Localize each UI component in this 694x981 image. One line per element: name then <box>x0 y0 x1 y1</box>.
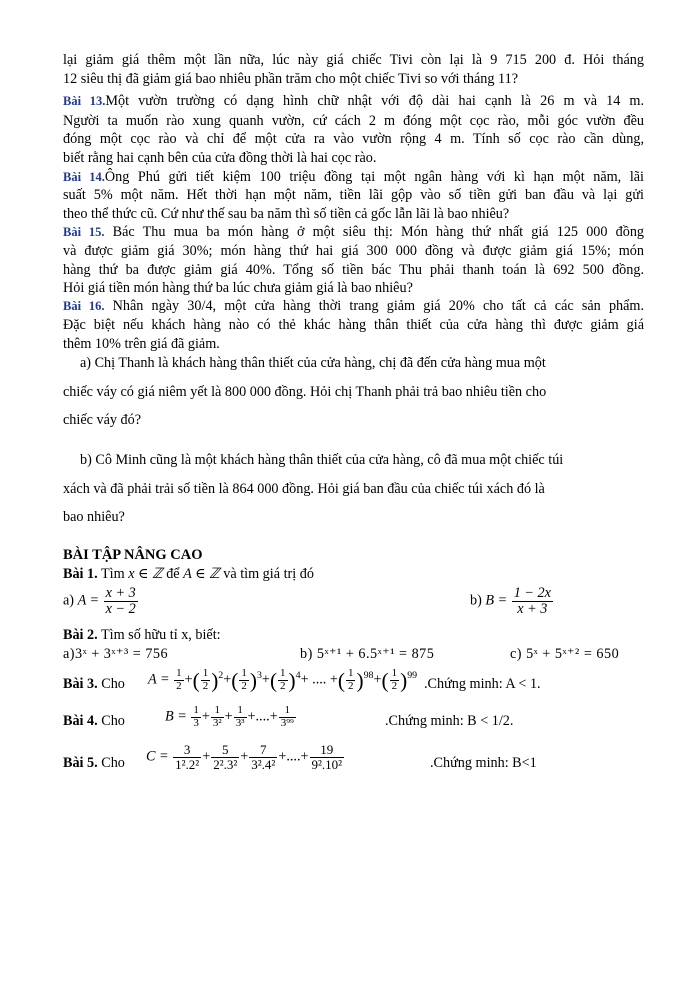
text-line: chiếc váy có giá niêm yết là 800 000 đồng. Hỏi chị Thanh phải trả bao nhiêu tiền cho <box>63 384 547 400</box>
exercise-14 <box>63 169 644 185</box>
numerator: 1 <box>279 705 296 718</box>
exponent: 3 <box>256 670 262 681</box>
text: Tìm <box>100 566 125 582</box>
text-line: a) Chị Thanh là khách hàng thân thiết của cửa hàng, chị đã đến cửa hàng mua một <box>80 355 546 371</box>
exercise-label: Bài 4. <box>63 713 98 729</box>
exercise-1b <box>470 586 554 617</box>
condition: A ∈ ℤ <box>183 566 220 582</box>
numerator: 1 <box>241 667 247 680</box>
text: và tìm giá trị đó <box>223 566 314 582</box>
fraction <box>310 743 345 771</box>
ellipsis: + .... + <box>300 671 338 688</box>
fraction <box>279 705 296 729</box>
denominator: 2².3² <box>213 756 238 772</box>
numerator: 1 <box>280 667 286 680</box>
fraction <box>346 668 356 692</box>
text-line: đóng một cọc rào và chỉ để một cửa ra vào vườn rộng 4 m. Tính số cọc rào cần dùng, <box>63 131 644 147</box>
equation-c: c) 5ˣ + 5ˣ⁺² = 650 <box>510 646 620 662</box>
claim: .Chứng minh: B < 1/2. <box>385 713 514 729</box>
fraction <box>512 586 553 617</box>
text-line: lại giảm giá thêm một lần nữa, lúc này giá chiếc Tivi còn lại là 9 715 200 đ. Hỏi tháng <box>63 52 644 68</box>
fraction <box>234 705 247 729</box>
denominator: x + 3 <box>517 600 548 617</box>
formula-C: C = $\frac{3}{\text{1².2²}}$ + $\frac{5}{\text{2².3²}}$ + $\frac{7}{\text{3².4²}}$ +....+ $\frac{19}{\text{9².10²}}$ <box>146 742 343 772</box>
exercise-label: Bài 2. <box>63 627 98 643</box>
formula-A: A = $\frac{1}{2}$ +( $\frac{1}{2}$ )$^2$+( $\frac{1}{2}$ )$^3$+( $\frac{1}{2}$ )$^4$+ .... +( $\frac{1}{2}$ )$^{98}$+( $\frac{1}{2}$ )$^{99}$ <box>148 667 418 693</box>
equation-b: b) 5ˣ⁺¹ + 6.5ˣ⁺¹ = 875 <box>300 646 435 662</box>
text-line: theo thể thức cũ. Cứ như thế sau ba năm thì số tiền cả gốc lẫn lãi là bao nhiêu? <box>63 206 510 222</box>
fraction <box>249 743 277 771</box>
text-line: chiếc váy đó? <box>63 412 141 428</box>
fraction <box>173 743 201 771</box>
section-heading: BÀI TẬP NÂNG CAO <box>63 547 203 563</box>
formula-var: B = <box>165 708 187 725</box>
formula-var: A = <box>77 592 100 609</box>
text-line: 12 siêu thị đã giảm giá bao nhiêu phần trăm cho một chiếc Tivi so với tháng 11? <box>63 71 518 87</box>
text-line: b) Cô Minh cũng là một khách hàng thân thiết của cửa hàng, cô đã mua một chiếc túi <box>80 452 564 468</box>
advanced-exercise-3 <box>63 676 125 692</box>
numerator: 1 <box>234 705 247 718</box>
fraction <box>174 668 184 692</box>
text-line: bao nhiêu? <box>63 509 125 525</box>
text-line: thêm 10% trên giá đã giảm. <box>63 336 220 352</box>
text-line: Người ta muốn rào xung quanh vườn, cứ cách 2 m đóng một cọc rào, mỗi góc vườn đều <box>63 113 644 129</box>
text: Cho <box>101 676 125 692</box>
text: Tìm số hữu tỉ x, biết: <box>100 627 221 643</box>
item-label: a) <box>63 592 75 609</box>
exercise-label: Bài 1. <box>63 566 98 582</box>
fraction <box>201 668 211 692</box>
fraction <box>390 668 400 692</box>
numerator: 1 <box>176 667 182 680</box>
denominator: x − 2 <box>105 600 136 617</box>
exercise-label: Bài 15. <box>63 225 105 239</box>
advanced-exercise-2 <box>63 627 221 643</box>
denominator: 2 <box>347 679 354 692</box>
exponent: 4 <box>295 670 301 681</box>
advanced-exercise-5 <box>63 755 125 771</box>
exponent: 98 <box>363 670 374 681</box>
numerator: 5 <box>211 743 239 758</box>
advanced-exercise-4 <box>63 713 125 729</box>
fraction <box>278 668 288 692</box>
denominator: 3⁹⁹ <box>280 716 294 729</box>
numerator: 1 − 2x <box>513 585 551 601</box>
fraction <box>239 668 249 692</box>
fraction <box>211 705 224 729</box>
denominator: 9².10² <box>311 756 343 772</box>
numerator: 1 <box>193 704 199 716</box>
text-line: hàng thứ ba được giảm giá 40%. Tổng số tiền bác Thu phải thanh toán là 692 500 đồng. <box>63 262 644 278</box>
denominator: 2 <box>176 679 182 692</box>
exercise-16 <box>63 298 644 314</box>
denominator: 3² <box>212 716 222 729</box>
text-line: biết rằng hai cạnh bên của cửa đồng thời là hai cọc rào. <box>63 150 377 166</box>
text: để <box>166 566 180 582</box>
claim: .Chứng minh: B<1 <box>430 755 537 771</box>
text-line: Một vườn trường có dạng hình chữ nhật với độ dài hai cạnh là 26 m và 14 m. <box>105 93 645 109</box>
exercise-13 <box>63 93 644 109</box>
numerator: 1 <box>347 667 354 680</box>
text-line: Đặc biệt nếu khách hàng nào có thẻ khác hàng thân thiết của cửa hàng thì được giảm giá <box>63 317 644 333</box>
numerator: 3 <box>173 743 201 758</box>
denominator: 3³ <box>235 716 245 729</box>
exercise-label: Bài 3. <box>63 676 98 692</box>
numerator: 19 <box>310 743 345 758</box>
denominator: 2 <box>280 679 286 692</box>
numerator: 1 <box>202 667 209 680</box>
advanced-exercise-1 <box>63 566 314 582</box>
denominator: 2 <box>241 679 247 692</box>
denominator: 1².2² <box>175 756 200 772</box>
exercise-label: Bài 16. <box>63 299 105 313</box>
exponent: 99 <box>407 670 418 681</box>
text-line: và được giảm giá 30%; món hàng thứ hai giá 300 000 đồng và được giảm giá 15%; món <box>63 243 644 259</box>
text: Cho <box>101 755 125 771</box>
formula-var: C = <box>146 748 169 765</box>
exercise-1a <box>63 586 139 617</box>
numerator: 1 <box>391 667 398 680</box>
denominator: 2 <box>202 679 209 692</box>
fraction <box>104 586 138 617</box>
formula-var: A = <box>148 671 170 688</box>
exercise-15 <box>63 224 644 240</box>
denominator: 2 <box>391 679 398 692</box>
text-line: suất 5% một năm. Hết thời hạn một năm, tiền lãi gộp vào số tiền gửi ban đầu và lại gửi <box>63 187 644 203</box>
denominator: 3 <box>193 716 199 729</box>
formula-var: B = <box>485 592 508 609</box>
equation-a: a)3ˣ + 3ˣ⁺³ = 756 <box>63 646 169 662</box>
text-line: Ông Phú gửi tiết kiệm 100 triệu đồng tại một ngân hàng với kì hạn một năm, lãi <box>104 169 644 185</box>
numerator: 7 <box>249 743 277 758</box>
exponent: 2 <box>218 670 224 681</box>
text-line: Nhân ngày 30/4, một cửa hàng thời trang giảm giá 20% cho tất cả các sản phẩm. <box>112 298 645 314</box>
fraction <box>191 705 201 729</box>
text: Cho <box>101 713 125 729</box>
denominator: 3².4² <box>251 756 276 772</box>
condition: x ∈ ℤ <box>128 566 163 582</box>
exercise-label: Bài 13. <box>63 94 106 108</box>
claim: .Chứng minh: A < 1. <box>424 676 541 692</box>
text-line: Bác Thu mua ba món hàng ở một siêu thị: Món hàng thứ nhất giá 125 000 đồng <box>112 224 645 240</box>
item-label: b) <box>470 592 482 609</box>
numerator: x + 3 <box>105 585 136 601</box>
formula-B: B = $\frac{1}{3}$ + $\frac{1}{\text{3²}}$ + $\frac{1}{\text{3³}}$ +....+ $\frac{1}{\text{3⁹⁹}}$ <box>165 704 294 729</box>
text-line: Hỏi giá tiền món hàng thứ ba lúc chưa giảm giá là bao nhiêu? <box>63 280 413 296</box>
fraction <box>211 743 239 771</box>
exercise-label: Bài 14. <box>63 170 105 184</box>
exercise-label: Bài 5. <box>63 755 98 771</box>
numerator: 1 <box>211 705 224 718</box>
text-line: xách và đã phải trải số tiền là 864 000 đồng. Hỏi giá ban đầu của chiếc túi xách đó là <box>63 481 545 497</box>
